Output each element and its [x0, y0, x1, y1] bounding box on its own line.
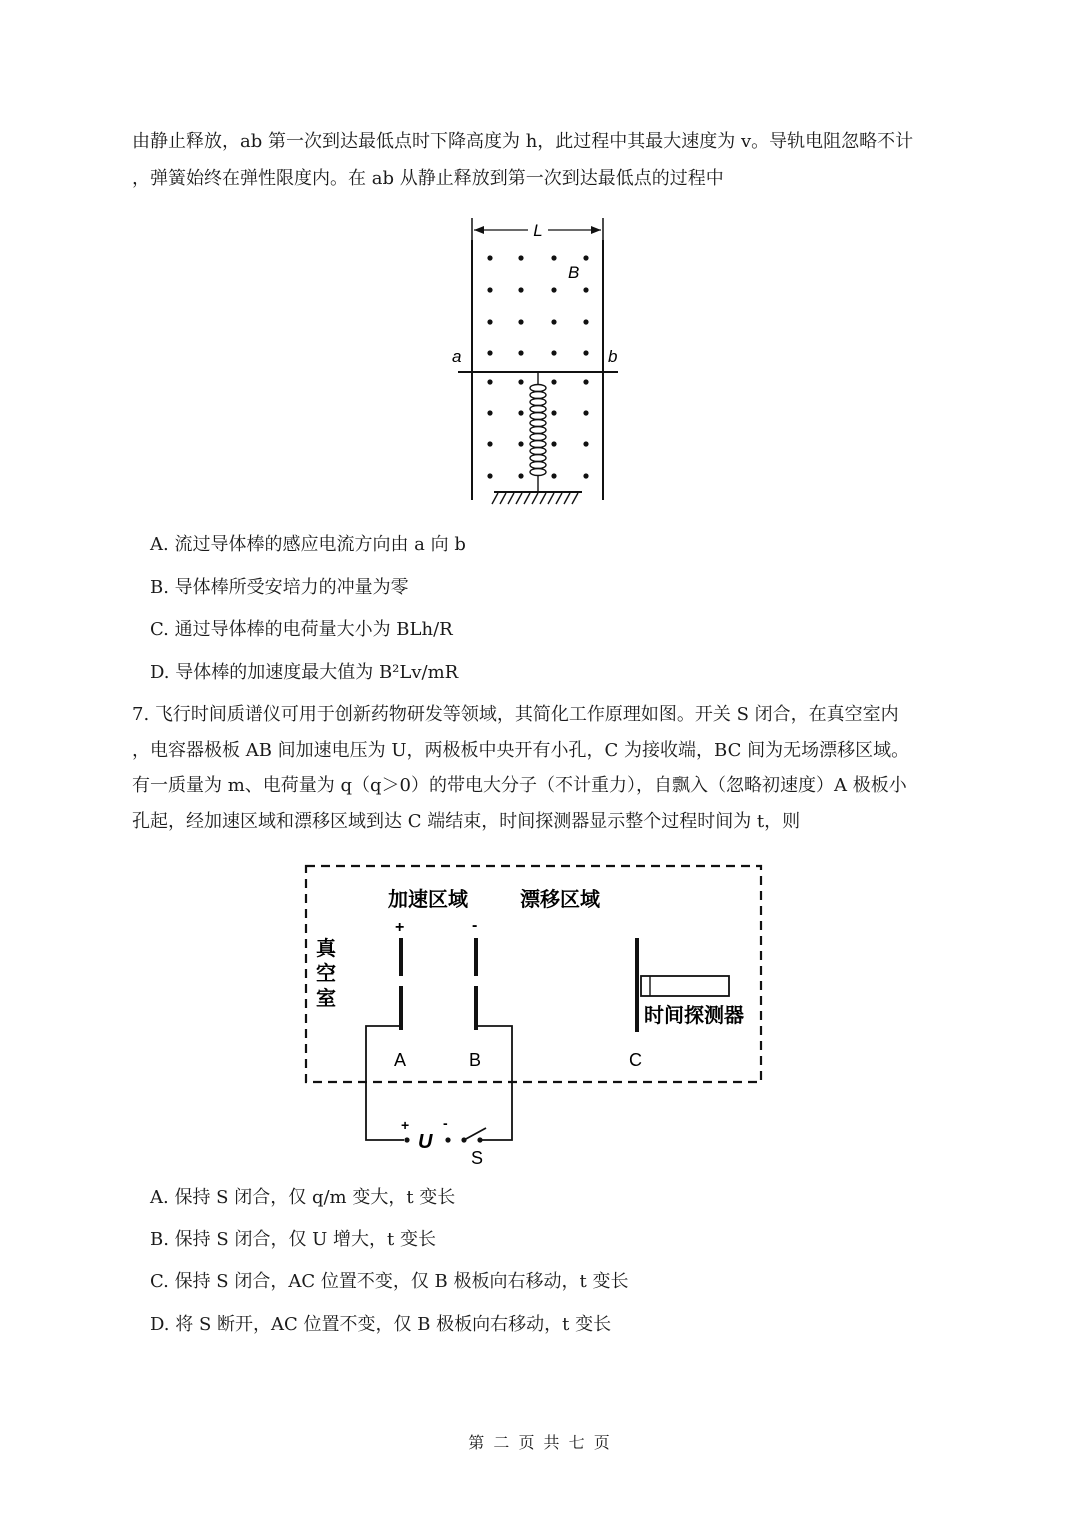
q7-option-a: A. 保持 S 闭合，仅 q/m 变大，t 变长: [150, 1187, 456, 1208]
spring-icon: [530, 372, 546, 492]
battery-plus-sign: +: [401, 1117, 410, 1133]
vacuum-chamber-char-3: 室: [316, 988, 336, 1010]
q7-option-c: C. 保持 S 闭合，AC 位置不变，仅 B 极板向右移动，t 变长: [150, 1271, 629, 1292]
detector-tube: [641, 976, 729, 996]
battery-minus-sign: -: [443, 1115, 448, 1131]
label-L: L: [533, 221, 543, 240]
q7-line-1: 7. 飞行时间质谱仪可用于创新药物研发等领域，其简化工作原理如图。开关 S 闭合，在真空室内: [132, 704, 899, 725]
q6-option-a: A. 流过导体棒的感应电流方向由 a 向 b: [150, 534, 466, 555]
accel-region-label: 加速区域: [388, 889, 468, 911]
plate-b-label: B: [469, 1050, 482, 1070]
vacuum-chamber-char-1: 真: [316, 938, 336, 960]
arrow-left-icon: [474, 226, 484, 234]
switch-lever-icon: [464, 1128, 486, 1140]
switch-contact: [477, 1137, 482, 1142]
intro-line-2: ，弹簧始终在弹性限度内。在 ab 从静止释放到第一次到达最低点的过程中: [132, 168, 724, 189]
plate-a-plus-sign: +: [395, 919, 405, 936]
battery-terminal-positive: [404, 1137, 409, 1142]
label-B: B: [568, 263, 580, 282]
ground-icon: [492, 492, 582, 504]
q7-line-4: 孔起，经加速区域和漂移区域到达 C 端结束，时间探测器显示整个过程时间为 t，则: [132, 811, 801, 832]
circuit-wire-left: [366, 1026, 407, 1140]
q6-option-d: D. 导体棒的加速度最大值为 B²Lv/mR: [150, 662, 459, 683]
figure-tof-spectrometer: [300, 860, 770, 1170]
voltage-label: U: [418, 1131, 433, 1153]
q7-option-d: D. 将 S 断开，AC 位置不变，仅 B 极板向右移动，t 变长: [150, 1314, 612, 1335]
magnetic-field-dots: [487, 255, 588, 478]
page-footer: 第 二 页 共 七 页: [468, 1433, 612, 1452]
detector-label: 时间探测器: [644, 1005, 744, 1027]
plate-c-label: C: [629, 1050, 642, 1070]
figure-rails-spring: [440, 212, 630, 512]
q7-line-2: ，电容器极板 AB 间加速电压为 U，两极板中央开有小孔，C 为接收端，BC 间为无场漂移区域。: [132, 740, 910, 761]
q6-option-b: B. 导体棒所受安培力的冲量为零: [150, 577, 409, 598]
drift-region-label: 漂移区域: [520, 889, 600, 911]
battery-terminal-negative: [445, 1137, 450, 1142]
plate-a-label: A: [394, 1050, 407, 1070]
intro-line-1: 由静止释放，ab 第一次到达最低点时下降高度为 h，此过程中其最大速度为 v。导轨电阻忽略不计: [132, 131, 914, 152]
q7-option-b: B. 保持 S 闭合，仅 U 增大，t 变长: [150, 1229, 437, 1250]
q6-option-c: C. 通过导体棒的电荷量大小为 BLh/R: [150, 619, 453, 640]
vacuum-chamber-char-2: 空: [316, 963, 336, 985]
switch-label: S: [471, 1148, 484, 1168]
arrow-right-icon: [591, 226, 601, 234]
plate-b-minus-sign: -: [472, 917, 478, 934]
label-b: b: [608, 347, 618, 366]
label-a: a: [452, 347, 462, 366]
q7-line-3: 有一质量为 m、电荷量为 q（q＞0）的带电大分子（不计重力），自飘入（忽略初速度）A 极板小: [132, 775, 907, 796]
